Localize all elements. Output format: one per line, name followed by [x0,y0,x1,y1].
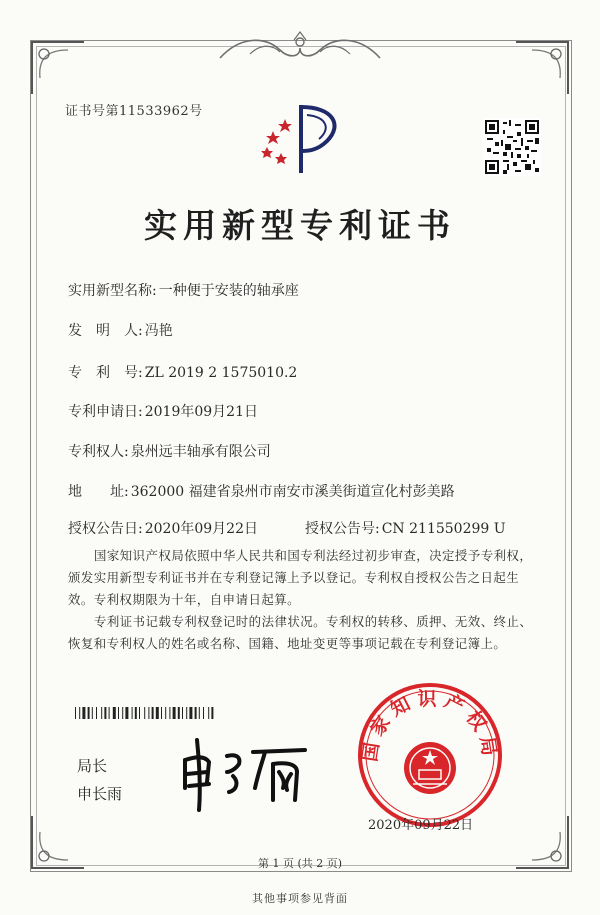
field-label: 专利权人: [68,444,129,460]
handwritten-signature-icon [175,730,315,815]
field-label: 授权公告号: [305,521,380,537]
page-number: 第 1 页 (共 2 页) [257,857,343,870]
director-title: 局长 [77,757,108,775]
field-address [68,481,455,501]
field-value: 2019年09月21日 [144,404,258,420]
corner-ornament-top-right [512,38,572,98]
certificate-title: 实用新型专利证书 [144,206,456,245]
legal-paragraph-1: 国家知识产权局依照中华人民共和国专利法经过初步审查，决定授予专利权，颁发实用新型专利证书并在专利登记簿上予以登记。专利权自授权公告之日起生效。专利权期限为十年，自申请日起算。 [68,548,533,607]
field-grant-announcement-date [68,518,258,538]
field-value: 2020年09月22日 [144,521,258,537]
field-value: 泉州远丰轴承有限公司 [130,444,271,460]
field-label: 专利申请日: [68,404,143,420]
seal-text: 国家知识产权局 [358,688,502,764]
field-value: ZL 2019 2 1575010.2 [144,365,298,381]
field-patent-number [68,362,297,382]
footer-note: 其他事项参见背面 [252,892,348,905]
field-utility-model-name [68,280,299,300]
barcode-icon [75,704,215,716]
field-application-date [68,401,258,421]
field-label: 实用新型名称: [68,283,157,299]
field-label: 授权公告日: [68,521,143,537]
qr-code-icon [483,118,541,176]
field-label: 专 利 号: [68,365,143,381]
corner-ornament-top-left [28,38,88,98]
field-value: CN 211550299 U [381,521,506,537]
legal-paragraph-2: 专利证书记载专利权登记时的法律状况。专利权的转移、质押、无效、终止、恢复和专利权人的姓名或名称、国籍、地址变更等事项记载在专利登记簿上。 [68,614,533,651]
official-seal-icon [355,680,505,830]
cnipa-logo-icon [255,95,350,175]
field-grant-announcement-number [305,518,506,538]
certificate-number: 证书号第11533962号 [65,104,203,119]
seal-date: 2020年09月22日 [368,818,474,833]
field-value: 362000 福建省泉州市南安市溪美街道宣化村彭美路 [130,484,455,500]
field-inventor [68,320,173,340]
field-label: 地 址: [68,484,129,500]
director-name: 申长雨 [77,785,123,803]
field-value: 一种便于安装的轴承座 [158,283,299,299]
top-ornament [210,30,390,66]
field-label: 发 明 人: [68,323,143,339]
field-value: 冯艳 [144,323,173,339]
field-patentee [68,441,271,461]
